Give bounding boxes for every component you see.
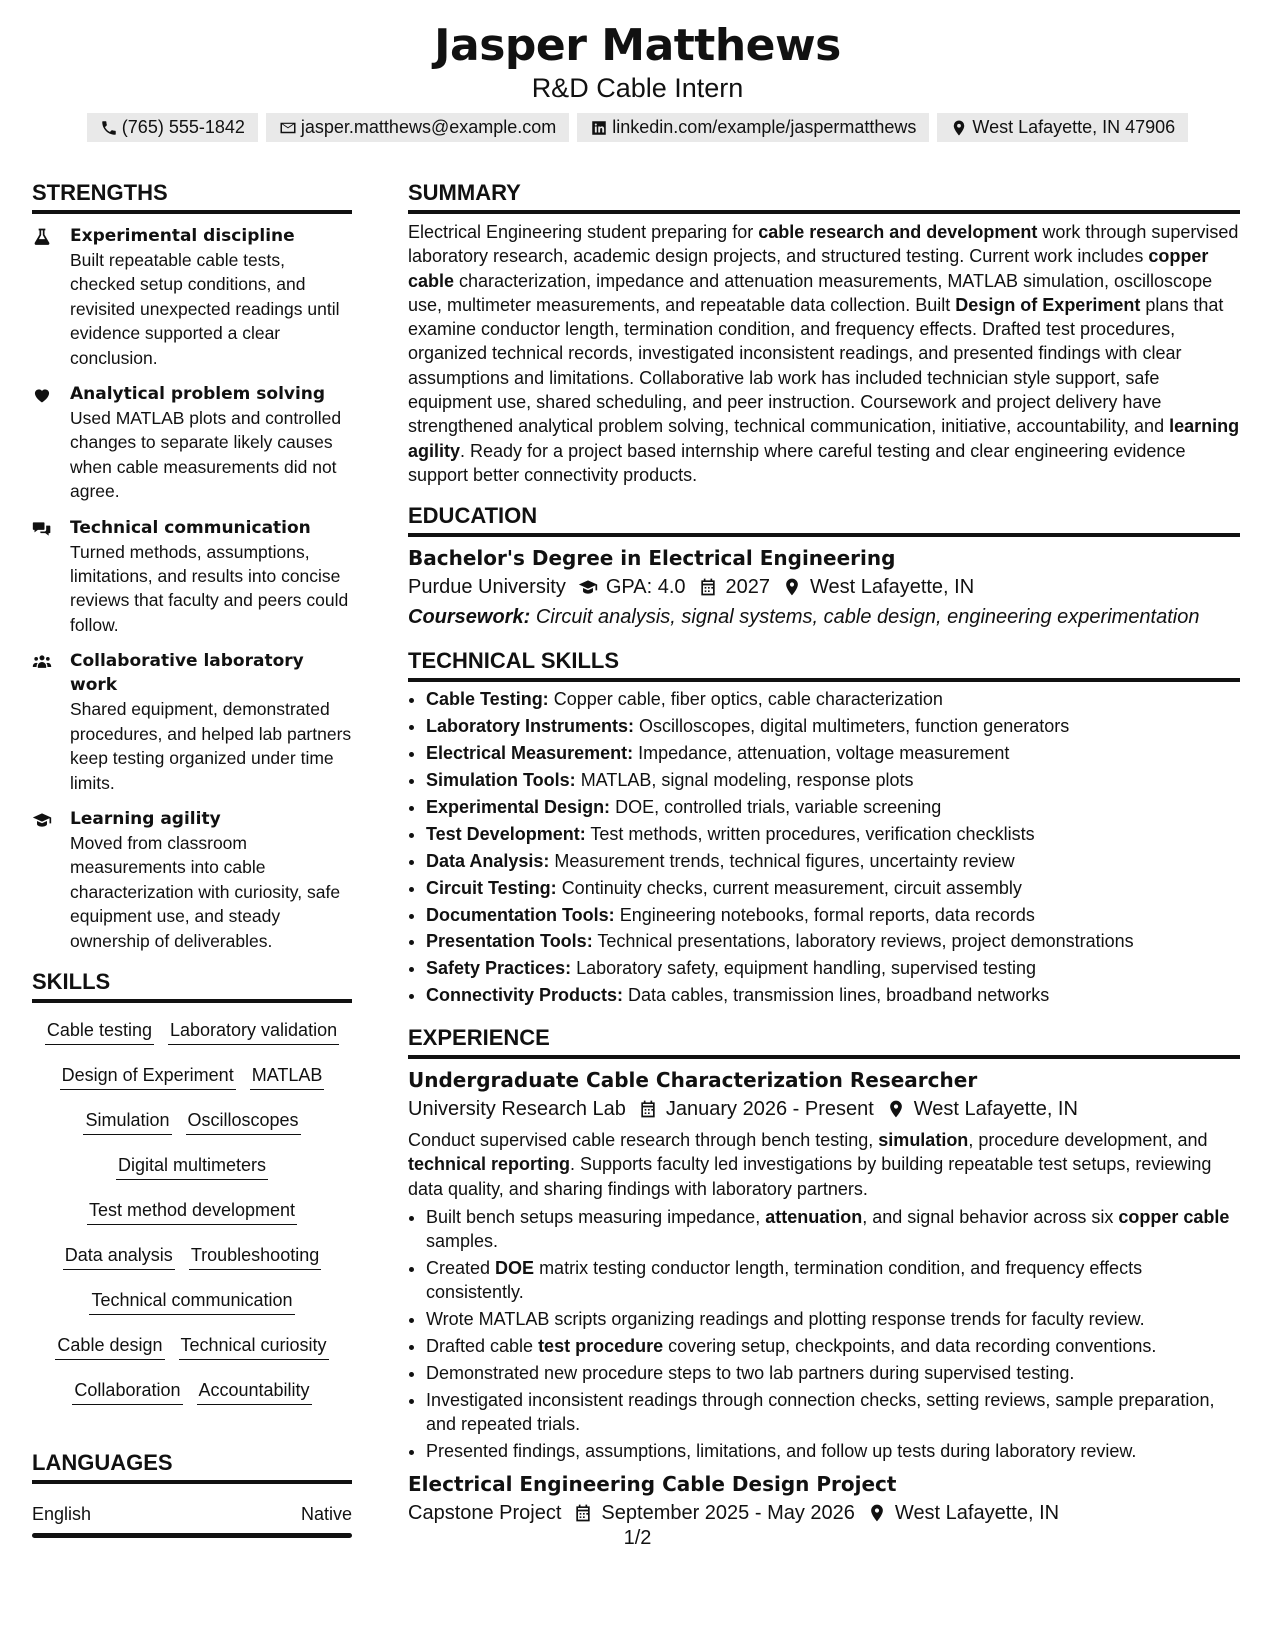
emphasis: test procedure — [538, 1336, 664, 1357]
skills-row — [32, 1324, 352, 1369]
strength-icon-wrap — [32, 382, 70, 504]
skill-values: Copper cable, fiber optics, cable characterization — [553, 689, 943, 710]
gpa: GPA: 4.0 — [605, 576, 686, 599]
calendar-icon — [698, 577, 718, 597]
skill-tag: Laboratory validation — [168, 1018, 339, 1045]
emphasis: technical reporting — [408, 1154, 571, 1175]
job-bullet: • Created DOE matrix testing conductor length, termination condition, and frequency effects consistently. — [426, 1256, 1240, 1304]
job-bullet: • Presented findings, assumptions, limitations, and follow up tests during laboratory review. — [426, 1439, 1240, 1463]
technical-skill-item — [426, 794, 1240, 821]
skill-tag: Design of Experiment — [60, 1063, 236, 1090]
contact-chip[interactable] — [577, 113, 929, 142]
technical-skills-list — [408, 686, 1240, 1009]
job-org: Capstone Project — [408, 1502, 562, 1525]
strength-icon-wrap — [32, 807, 70, 953]
skill-values: Data cables, transmission lines, broadband networks — [628, 985, 1050, 1006]
strength-desc: Built repeatable cable tests, checked setup conditions, and revisited unexpected readings until evidence supported a clear conclusion. — [70, 250, 340, 368]
emphasis: Design of Experiment — [955, 294, 1141, 315]
experience-entry — [408, 1066, 1240, 1463]
strength-title: Experimental discipline — [70, 226, 295, 246]
location-icon — [886, 1099, 906, 1119]
skill-category: Safety Practices: — [426, 958, 572, 979]
skill-tag: Digital multimeters — [116, 1153, 268, 1180]
contact-chip[interactable] — [937, 113, 1188, 142]
language-name: English — [32, 1503, 92, 1524]
strength-item — [32, 807, 352, 953]
job-summary: Conduct supervised cable research through bench testing, simulation, procedure development, and technical reporting. Supports faculty led investigations by building repeatable test setups, reviewing data quality, and sharing findings with laboratory partners. — [408, 1130, 1212, 1199]
strength-desc: Used MATLAB plots and controlled changes to separate likely causes when cable measurements did not agree. — [70, 408, 342, 502]
contact-bar — [0, 113, 1275, 142]
coursework — [408, 602, 1240, 632]
emphasis: copper cable — [408, 246, 1209, 291]
graduation-cap-icon — [32, 810, 52, 830]
skill-values: Technical presentations, laboratory reviews, project demonstrations — [597, 931, 1134, 952]
emphasis: copper cable — [1118, 1207, 1230, 1228]
contact-text: jasper.matthews@example.com — [300, 117, 557, 137]
skill-values: Laboratory safety, equipment handling, supervised testing — [576, 958, 1037, 979]
phone-icon — [100, 119, 118, 137]
contact-text: West Lafayette, IN 47906 — [972, 117, 1176, 137]
skill-tag: Collaboration — [72, 1378, 182, 1405]
skill-tag: Technical curiosity — [179, 1333, 329, 1360]
skill-category: Experimental Design: — [426, 796, 611, 817]
job-bullets — [408, 1205, 1240, 1463]
strength-icon-wrap — [32, 649, 70, 795]
skills-row — [32, 1009, 352, 1054]
skill-tag: Test method development — [87, 1198, 297, 1225]
skill-category: Simulation Tools: — [426, 769, 576, 790]
skills-list — [32, 1009, 352, 1414]
skills-row — [32, 1144, 352, 1189]
language-level: Native — [300, 1503, 352, 1524]
location-icon — [950, 119, 968, 137]
technical-skill-item — [426, 902, 1240, 929]
technical-skill-item — [426, 821, 1240, 848]
strength-item — [32, 224, 352, 370]
job-org: University Research Lab — [408, 1098, 626, 1121]
contact-chip[interactable] — [266, 113, 569, 142]
comments-icon — [32, 519, 52, 539]
skill-values: Test methods, written procedures, verification checklists — [590, 823, 1035, 844]
job-title: Electrical Engineering Cable Design Project — [408, 1472, 897, 1497]
location-icon — [782, 577, 802, 597]
skills-row — [32, 1099, 352, 1144]
technical-skill-item — [426, 955, 1240, 982]
users-icon — [32, 652, 52, 672]
school-name: Purdue University — [408, 576, 566, 599]
skill-values: Continuity checks, current measurement, circuit assembly — [561, 877, 1022, 898]
skill-tag: Accountability — [197, 1378, 312, 1405]
emphasis: cable research and development — [758, 222, 1038, 242]
strength-icon-wrap — [32, 224, 70, 370]
job-meta — [408, 1094, 1240, 1124]
skill-values: Oscilloscopes, digital multimeters, function generators — [639, 716, 1070, 737]
skill-category: Presentation Tools: — [426, 931, 593, 952]
technical-skills-heading: TECHNICAL SKILLS — [408, 646, 1240, 682]
school-location: West Lafayette, IN — [810, 576, 975, 599]
candidate-name: Jasper Matthews — [434, 20, 841, 71]
languages-heading: LANGUAGES — [32, 1448, 352, 1484]
skill-category: Electrical Measurement: — [426, 743, 634, 764]
degree-title: Bachelor's Degree in Electrical Engineering — [408, 546, 896, 571]
skill-category: Laboratory Instruments: — [426, 716, 635, 737]
flask-icon — [32, 227, 52, 247]
strength-title: Analytical problem solving — [70, 384, 326, 405]
strength-title: Collaborative laboratory work — [70, 651, 304, 696]
job-title: Undergraduate Cable Characterization Researcher — [408, 1068, 978, 1093]
skills-row — [32, 1189, 352, 1234]
education-heading: EDUCATION — [408, 501, 1240, 537]
job-bullet: • Built bench setups measuring impedance, attenuation, and signal behavior across six copper cable samples. — [426, 1205, 1240, 1253]
strength-title: Technical communication — [70, 517, 311, 538]
contact-text: linkedin.com/example/jaspermatthews — [612, 117, 917, 137]
education-meta — [408, 572, 1240, 602]
skill-category: Documentation Tools: — [426, 904, 615, 925]
technical-skill-item — [426, 928, 1240, 955]
summary-heading: SUMMARY — [408, 178, 1240, 214]
skill-category: Cable Testing: — [426, 689, 549, 710]
skill-values: Measurement trends, technical figures, uncertainty review — [554, 850, 1015, 871]
skill-values: DOE, controlled trials, variable screening — [615, 796, 942, 817]
heart-icon — [32, 385, 52, 405]
skills-heading: SKILLS — [32, 967, 352, 1003]
technical-skill-item — [426, 713, 1240, 740]
strengths-list — [32, 224, 352, 953]
candidate-role: R&D Cable Intern — [531, 73, 744, 103]
strength-desc: Shared equipment, demonstrated procedures, and helped lab partners keep testing organized under time limits. — [70, 699, 352, 793]
technical-skill-item — [426, 767, 1240, 794]
right-column — [408, 178, 1240, 1528]
skills-row — [32, 1054, 352, 1099]
summary-text: Electrical Engineering student preparing for cable research and development work through supervised laboratory research, academic design projects, and structured testing. Current work includes copper cable characterization, impedance and attenuation measurements, MATLAB simulation, oscilloscope use, multimeter measurements, and repeatable data collection. Built Design of Experiment plans that examine conductor length, termination condition, and frequency effects. Drafted test procedures, organized technical records, investigated inconsistent readings, and presented findings with clear assumptions and limitations. Collaborative lab work has included technician style support, safe equipment use, shared scheduling, and peer instruction. Coursework and project delivery have strengthened analytical problem solving, technical communication, initiative, accountability, and learning agility. Ready for a project based internship where careful testing and clear engineering evidence support better connectivity products. — [408, 222, 1240, 485]
skill-tag: Data analysis — [63, 1243, 175, 1270]
job-bullet: • Investigated inconsistent readings through connection checks, setting reviews, sample preparation, and repeated trials. — [426, 1388, 1240, 1436]
experience-list — [408, 1066, 1240, 1528]
skill-values: Engineering notebooks, formal reports, data records — [619, 904, 1035, 925]
strength-title: Learning agility — [70, 808, 221, 829]
skill-category: Circuit Testing: — [426, 877, 557, 898]
job-bullet: • Demonstrated new procedure steps to two lab partners during supervised testing. — [426, 1361, 1240, 1385]
strength-desc: Turned methods, assumptions, limitations, and results into concise reviews that faculty and peers could follow. — [70, 541, 349, 635]
skill-category: Test Development: — [426, 823, 586, 844]
location-icon — [867, 1503, 887, 1523]
job-bullet: • Wrote MATLAB scripts organizing readings and plotting response trends for faculty review. — [426, 1307, 1240, 1331]
skill-tag: Cable design — [55, 1333, 164, 1360]
contact-text: (765) 555-1842 — [121, 117, 245, 137]
skill-values: MATLAB, signal modeling, response plots — [580, 769, 914, 790]
page-number: 1/2 — [623, 1527, 652, 1549]
envelope-icon — [279, 119, 297, 137]
emphasis: DOE — [495, 1258, 535, 1279]
technical-skill-item — [426, 875, 1240, 902]
technical-skill-item — [426, 982, 1240, 1009]
job-dates: January 2026 - Present — [665, 1098, 874, 1121]
calendar-icon — [638, 1099, 658, 1119]
strength-item — [32, 649, 352, 795]
technical-skill-item — [426, 848, 1240, 875]
strength-item — [32, 382, 352, 504]
skill-tag: Simulation — [83, 1108, 171, 1135]
emphasis: attenuation — [765, 1207, 863, 1228]
skill-tag: Cable testing — [45, 1018, 154, 1045]
job-location: West Lafayette, IN — [894, 1502, 1060, 1525]
strength-icon-wrap — [32, 516, 70, 638]
skills-row — [32, 1369, 352, 1414]
strengths-heading: STRENGTHS — [32, 178, 352, 214]
skills-row — [32, 1234, 352, 1279]
calendar-icon — [573, 1503, 593, 1523]
emphasis: simulation — [878, 1130, 969, 1151]
skill-tag: Technical communication — [89, 1288, 294, 1315]
left-column — [32, 178, 352, 1538]
experience-entry — [408, 1470, 1240, 1528]
coursework-label: Coursework: — [408, 606, 531, 629]
skills-row — [32, 1279, 352, 1324]
skill-tag: MATLAB — [250, 1063, 325, 1090]
technical-skill-item — [426, 740, 1240, 767]
graduation-cap-icon — [578, 577, 598, 597]
skill-category: Connectivity Products: — [426, 985, 624, 1006]
skill-tag: Oscilloscopes — [186, 1108, 301, 1135]
linkedin-icon — [590, 119, 608, 137]
job-meta — [408, 1498, 1240, 1528]
experience-heading: EXPERIENCE — [408, 1023, 1240, 1059]
graduation-year: 2027 — [725, 576, 771, 599]
job-bullet: • Drafted cable test procedure covering setup, checkpoints, and data recording conventions. — [426, 1334, 1240, 1358]
coursework-text: Circuit analysis, signal systems, cable design, engineering experimentation — [535, 606, 1200, 629]
skill-tag: Troubleshooting — [189, 1243, 321, 1270]
emphasis: learning agility — [408, 416, 1240, 461]
technical-skill-item — [426, 686, 1240, 713]
skill-values: Impedance, attenuation, voltage measurement — [638, 743, 1010, 764]
skill-category: Data Analysis: — [426, 850, 550, 871]
job-dates: September 2025 - May 2026 — [601, 1502, 855, 1525]
strength-desc: Moved from classroom measurements into cable characterization with curiosity, safe equipment use, and steady ownership of deliverables. — [70, 832, 341, 951]
job-location: West Lafayette, IN — [913, 1098, 1078, 1121]
strength-item — [32, 516, 352, 638]
contact-chip[interactable] — [87, 113, 258, 142]
